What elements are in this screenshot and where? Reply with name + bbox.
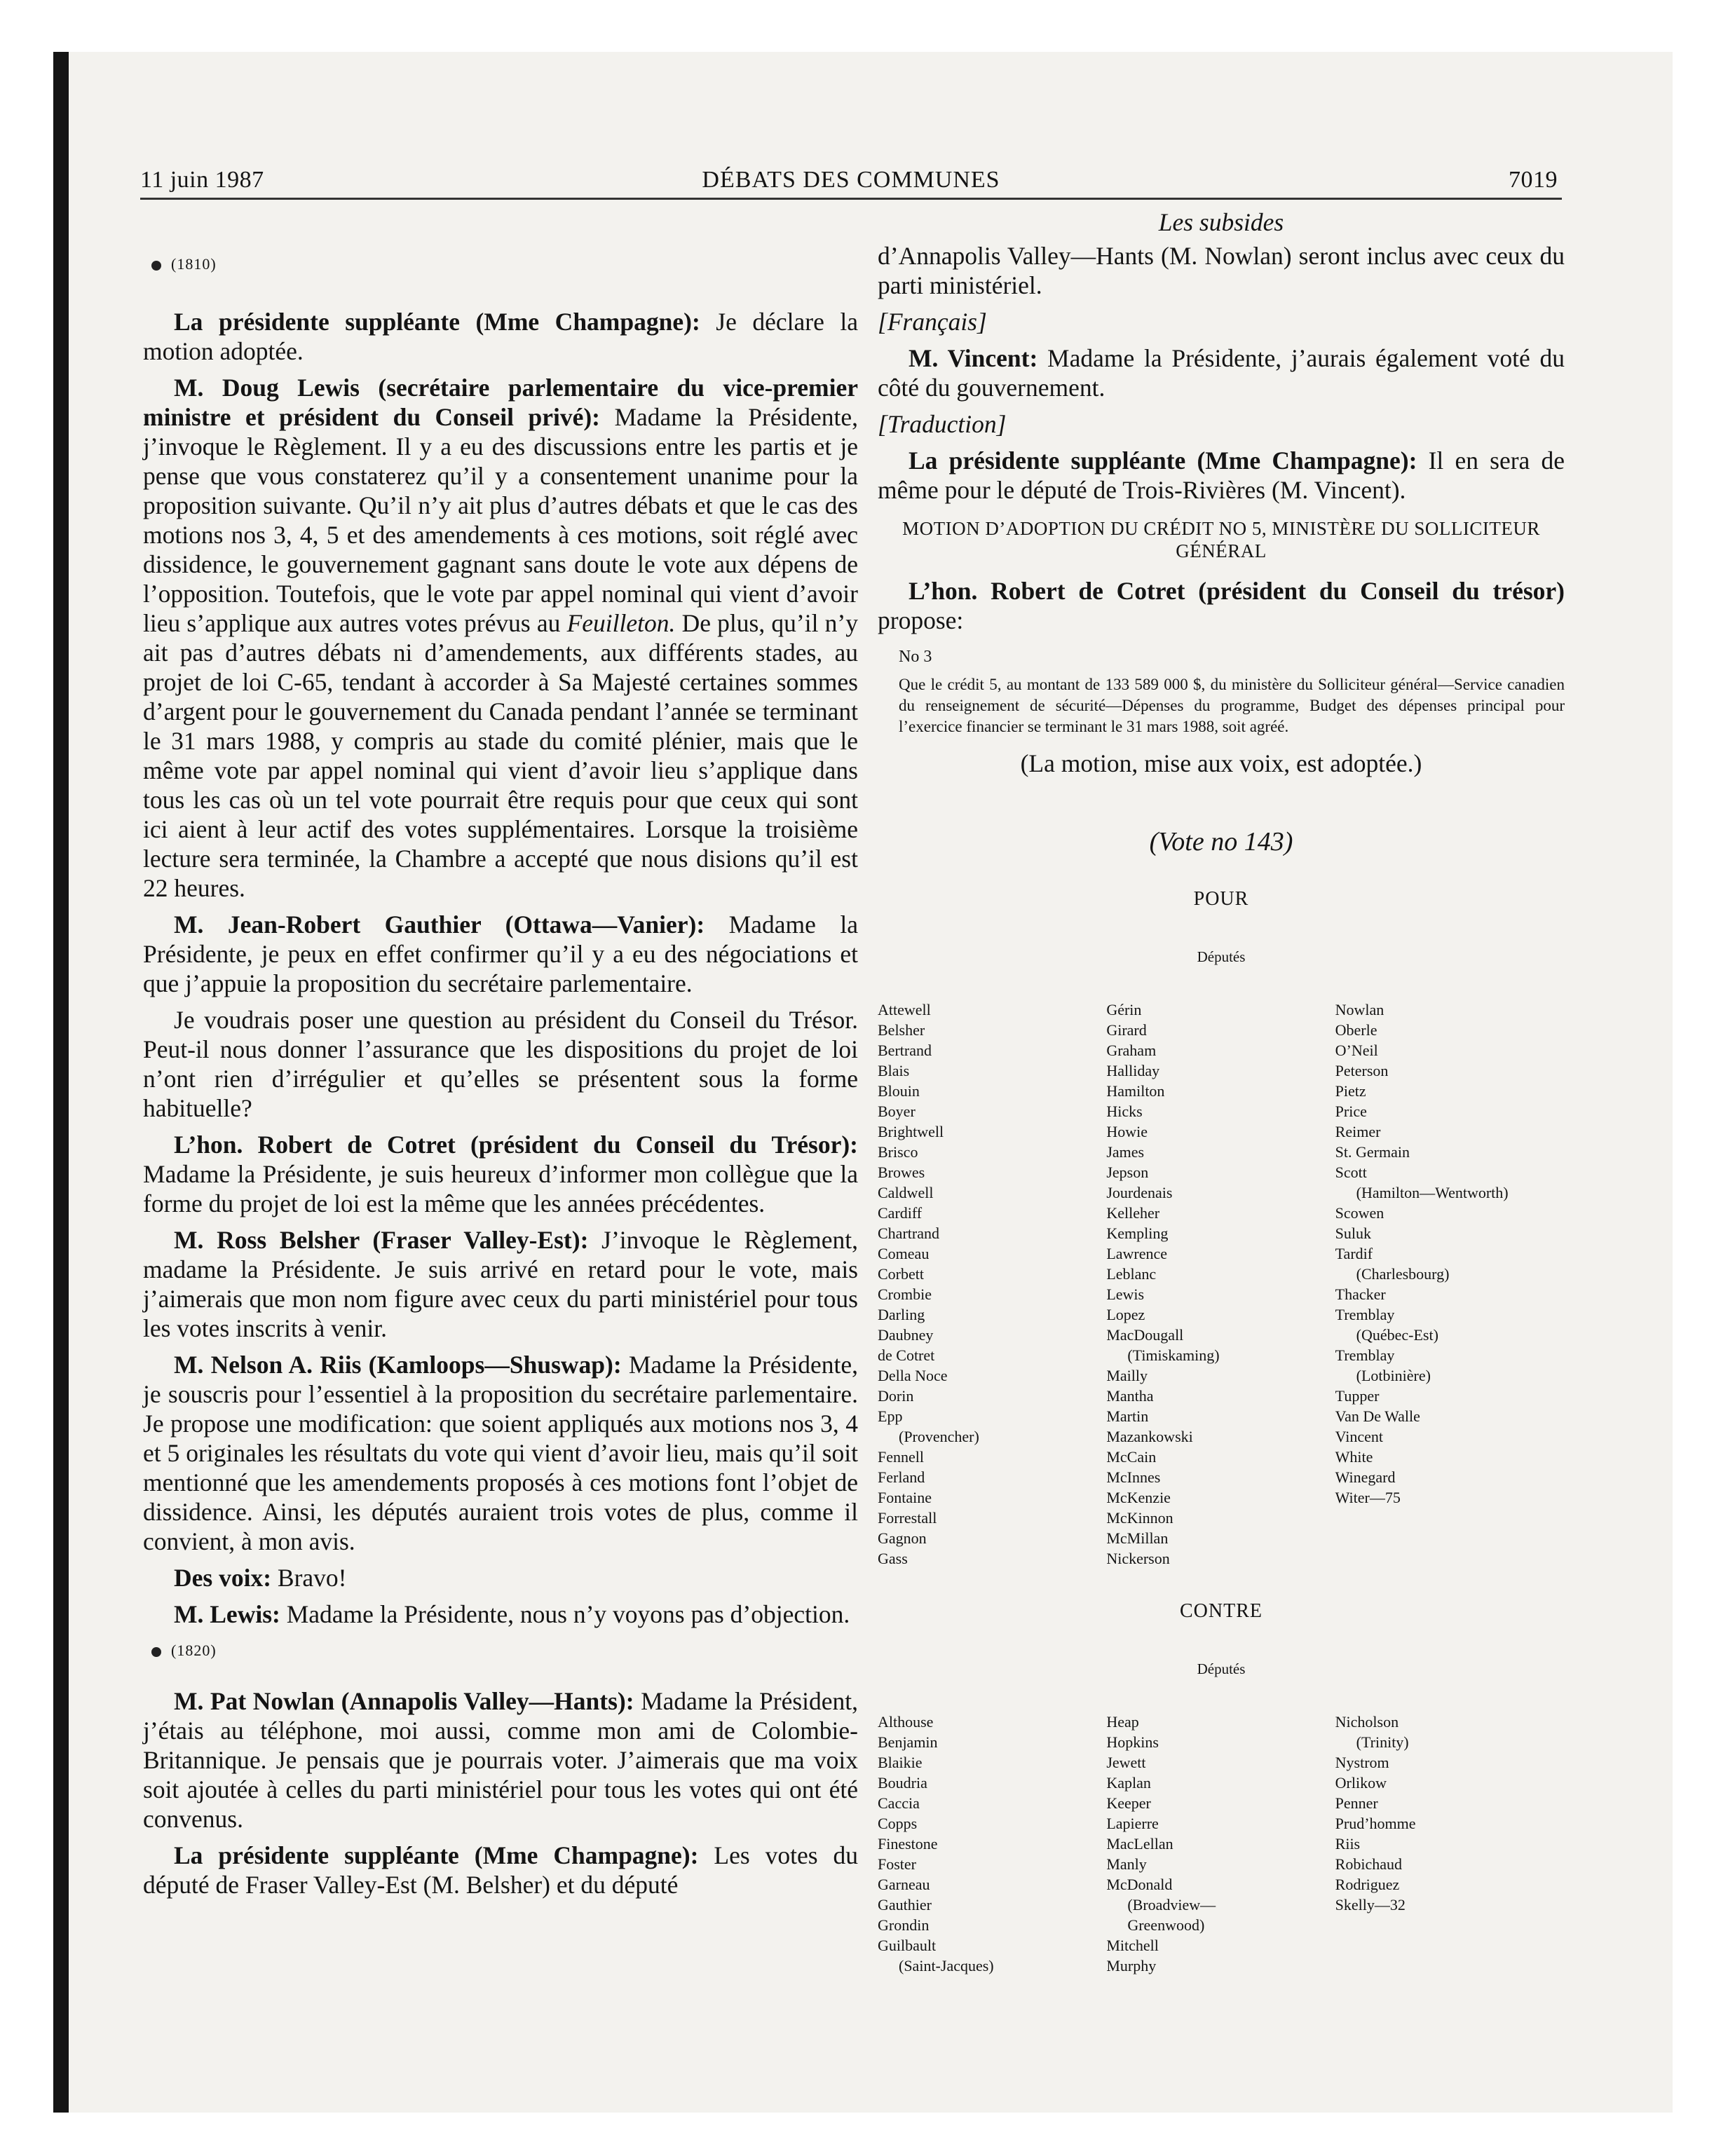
member-name: Kempling (1106, 1224, 1169, 1242)
member-name: Kelleher (1106, 1204, 1160, 1222)
member-name: Fennell (878, 1448, 924, 1466)
member-name: Hopkins (1106, 1733, 1159, 1751)
member-name: Lawrence (1106, 1245, 1168, 1262)
member-name: Bertrand (878, 1042, 932, 1059)
member-name: Jewett (1106, 1754, 1146, 1771)
member-name: Chartrand (878, 1224, 939, 1242)
member-name: Nickerson (1106, 1550, 1170, 1567)
member-name: Murphy (1106, 1957, 1157, 1974)
member-name: Girard (1106, 1021, 1147, 1039)
header-page-number: 7019 (1509, 167, 1558, 193)
member-name: Nystrom (1335, 1754, 1389, 1771)
member-name: Robichaud (1335, 1855, 1402, 1873)
paragraph: M. Pat Nowlan (Annapolis Valley—Hants): Madame la Président, j’étais au téléphone, moi aussi, comme mon ami de Colombie-Britannique. Je pensais que je pourrais voter. J’aimerais que ma voix soit ajoutée à celles du parti ministériel pour tous les votes qui ont été convenus. (143, 1687, 858, 1833)
member-name: (Provencher) (899, 1428, 979, 1445)
time-marker: (1810) (151, 250, 858, 279)
member-name: Vincent (1335, 1428, 1383, 1445)
member-name: James (1106, 1143, 1145, 1161)
member-name: Attewell (878, 1001, 931, 1018)
deputes-subheading: Députés (1197, 1660, 1246, 1677)
page-header (140, 163, 1562, 200)
member-name: Caccia (878, 1794, 920, 1812)
name-column (1106, 1712, 1335, 1976)
member-name: McDonald (1106, 1876, 1173, 1893)
member-name: Mazankowski (1106, 1428, 1193, 1445)
member-name: (Broadview— (1127, 1896, 1216, 1913)
member-name: Howie (1106, 1123, 1148, 1140)
member-name: Benjamin (878, 1733, 938, 1751)
member-name: Price (1335, 1103, 1367, 1120)
paragraph: L’hon. Robert de Cotret (président du Conseil du Trésor): Madame la Présidente, je suis heureux d’informer mon collègue que la forme du projet de loi est la même que les années précédentes. (143, 1131, 858, 1217)
paragraph: M. Doug Lewis (secrétaire parlementaire du vice-premier ministre et président du Conseil privé): Madame la Présidente, j’invoque le Règlement. Il y a eu des discussions entre les partis et je pense que vous constaterez qu’il y a consentement unanime pour la proposition suivante. Qu’il n’y ait plus d’autres débats et que le cas des motions nos 3, 4, 5 et des amendements à ces motions, soit réglé avec dissidence, le gouvernement gagnant sans doute le vote aux dépens de l’opposition. Toutefois, que le vote par appel nominal qui vient d’avoir lieu s’applique aux autres votes prévus au Feuilleton. De plus, qu’il n’y ait pas d’autres débats ni d’amendements, aux différents stades, au projet de loi C-65, tendant à accorder à Sa Majesté certaines sommes d’argent pour le gouvernement du Canada pendant l’année se terminant le 31 mars 1988, y compris au stade du comité plénier, mais que le même vote par appel nominal qui vient d’avoir lieu s’applique dans tous les cas où un tel vote pourrait être requis pour que ceux qui sont ici aient à leur actif des votes supplémentaires. Lorsque la troisième lecture sera terminée, la Chambre a accepté que nous disions qu’il est 22 heures. (143, 374, 858, 902)
language-tag: [Français] (878, 308, 987, 336)
paragraph: Je voudrais poser une question au président du Conseil du Trésor. Peut-il nous donner l’assurance que les dispositions du projet de loi n’ont rien d’irrégulier et qu’elles se présentent sous la forme habituelle? (143, 1006, 858, 1122)
paragraph: La présidente suppléante (Mme Champagne): Il en sera de même pour le député de Trois-Rivières (M. Vincent). (878, 446, 1565, 504)
pour-heading: POUR (1193, 888, 1249, 910)
member-name: (Timiskaming) (1127, 1346, 1220, 1364)
member-name: Lopez (1106, 1306, 1145, 1323)
member-name: McInnes (1106, 1468, 1161, 1486)
member-name: Jourdenais (1106, 1184, 1173, 1201)
member-name: Peterson (1335, 1062, 1389, 1079)
header-title: DÉBATS DES COMMUNES (702, 167, 1000, 193)
name-column (1335, 999, 1564, 1569)
member-name: Ferland (878, 1468, 925, 1486)
pour-list (878, 999, 1565, 1569)
member-name: Comeau (878, 1245, 930, 1262)
motion-text: Que le crédit 5, au montant de 133 589 000 $, du ministère du Solliciteur général—Service canadien du renseignement de sécurité—Dépenses du programme, Budget des dépenses principal pour l’exercice financier se terminant le 31 mars 1988, soit agréé. (899, 676, 1565, 735)
member-name: Suluk (1335, 1224, 1372, 1242)
contre-list (878, 1712, 1565, 1976)
name-column (1335, 1712, 1564, 1976)
member-name: Brisco (878, 1143, 918, 1161)
member-name: Boyer (878, 1103, 916, 1120)
member-name: Fontaine (878, 1489, 932, 1506)
member-name: Blaikie (878, 1754, 923, 1771)
member-name: Dorin (878, 1387, 914, 1405)
member-name: Tremblay (1335, 1346, 1395, 1364)
bullet-icon (151, 1647, 161, 1657)
member-name: Prud’homme (1335, 1815, 1416, 1832)
member-name: Gass (878, 1550, 908, 1567)
member-name: Gérin (1106, 1001, 1142, 1018)
member-name: Pietz (1335, 1082, 1366, 1100)
member-name: Orlikow (1335, 1774, 1387, 1792)
member-name: Blais (878, 1062, 910, 1079)
member-name: Epp (878, 1407, 903, 1425)
member-name: Jepson (1106, 1164, 1149, 1181)
member-name: Tremblay (1335, 1306, 1395, 1323)
member-name: (Lotbinière) (1356, 1367, 1431, 1384)
member-name: Lewis (1106, 1285, 1145, 1303)
member-name: Mantha (1106, 1387, 1154, 1405)
name-column (878, 999, 1106, 1569)
name-column (878, 1712, 1106, 1976)
contre-heading: CONTRE (1180, 1600, 1263, 1622)
member-name: MacLellan (1106, 1835, 1173, 1853)
member-name: Mitchell (1106, 1937, 1159, 1954)
member-name: Browes (878, 1164, 925, 1181)
member-name: (Hamilton—Wentworth) (1356, 1184, 1509, 1201)
member-name: Manly (1106, 1855, 1147, 1873)
member-name: Caldwell (878, 1184, 934, 1201)
bullet-icon (151, 261, 161, 271)
member-name: Boudria (878, 1774, 927, 1792)
member-name: McMillan (1106, 1529, 1169, 1547)
vote-title: (Vote no 143) (1149, 827, 1293, 857)
deputes-subheading: Députés (1197, 948, 1246, 965)
motion-number: No 3 (899, 648, 932, 666)
member-name: Martin (1106, 1407, 1149, 1425)
member-name: O’Neil (1335, 1042, 1378, 1059)
member-name: Finestone (878, 1835, 938, 1853)
paragraph: M. Nelson A. Riis (Kamloops—Shuswap): Madame la Présidente, je souscris pour l’essentiel à la proposition du secrétaire parlementaire. Je propose une modification: que soient appliqués aux motions nos 3, 4 et 5 originales les résultats du vote qui vient d’avoir lieu, mais qu’il soit mentionné que les amendements proposés à ces motions font l’objet de dissidence. Ainsi, les députés auraient trois votes de plus, comme il convient, à mon avis. (143, 1351, 858, 1555)
member-name: Halliday (1106, 1062, 1160, 1079)
paragraph: M. Jean-Robert Gauthier (Ottawa—Vanier): Madame la Présidente, je peux en effet confirmer qu’il y a eu des négociations et que j’appuie la proposition du secrétaire parlementaire. (143, 910, 858, 997)
member-name: Blouin (878, 1082, 920, 1100)
member-name: Winegard (1335, 1468, 1396, 1486)
paragraph: La présidente suppléante (Mme Champagne): Les votes du député de Fraser Valley-Est (M. Belsher) et du député (143, 1841, 858, 1899)
member-name: Daubney (878, 1326, 934, 1344)
member-name: Mailly (1106, 1367, 1148, 1384)
paragraph: M. Lewis: Madame la Présidente, nous n’y voyons pas d’objection. (174, 1600, 850, 1628)
left-column (143, 210, 858, 1906)
member-name: Van De Walle (1335, 1407, 1420, 1425)
member-name: Nowlan (1335, 1001, 1384, 1018)
name-column (1106, 999, 1335, 1569)
member-name: St. Germain (1335, 1143, 1410, 1161)
member-name: Witer—75 (1335, 1489, 1401, 1506)
member-name: Grondin (878, 1916, 930, 1934)
member-name: Greenwood) (1127, 1916, 1205, 1934)
member-name: Althouse (878, 1713, 934, 1731)
time-marker: (1820) (151, 1636, 858, 1665)
member-name: Scott (1335, 1164, 1367, 1181)
member-name: Scowen (1335, 1204, 1384, 1222)
member-name: Corbett (878, 1265, 924, 1283)
paragraph: La présidente suppléante (Mme Champagne): Je déclare la motion adoptée. (143, 308, 859, 365)
member-name: Belsher (878, 1021, 925, 1039)
member-name: Crombie (878, 1285, 932, 1303)
member-name: Lapierre (1106, 1815, 1159, 1832)
member-name: Tupper (1335, 1387, 1380, 1405)
member-name: McKenzie (1106, 1489, 1171, 1506)
paragraph: d’Annapolis Valley—Hants (M. Nowlan) seront inclus avec ceux du parti ministériel. (878, 242, 1565, 299)
member-name: Heap (1106, 1713, 1139, 1731)
member-name: Guilbault (878, 1937, 937, 1954)
header-date: 11 juin 1987 (140, 167, 264, 193)
member-name: Kaplan (1106, 1774, 1151, 1792)
member-name: Darling (878, 1306, 925, 1323)
member-name: Forrestall (878, 1509, 937, 1527)
scan-edge (53, 52, 69, 2113)
member-name: Skelly—32 (1335, 1896, 1406, 1913)
member-name: Tardif (1335, 1245, 1373, 1262)
member-name: Hamilton (1106, 1082, 1165, 1100)
member-name: Copps (878, 1815, 918, 1832)
paragraph: Des voix: Bravo! (174, 1564, 347, 1592)
paragraph: M. Ross Belsher (Fraser Valley-Est): J’invoque le Règlement, madame la Présidente. Je suis arrivé en retard pour le vote, mais j’aimerais que mon nom figure avec ceux du parti ministériel pour tous les votes inscrits à venir. (143, 1226, 858, 1342)
member-name: (Québec-Est) (1356, 1326, 1438, 1344)
member-name: White (1335, 1448, 1373, 1466)
member-name: Riis (1335, 1835, 1361, 1853)
member-name: McKinnon (1106, 1509, 1173, 1527)
adoption-note: (La motion, mise aux voix, est adoptée.) (1020, 749, 1422, 777)
member-name: Garneau (878, 1876, 930, 1893)
member-name: (Trinity) (1356, 1733, 1409, 1751)
member-name: Reimer (1335, 1123, 1381, 1140)
member-name: Thacker (1335, 1285, 1386, 1303)
member-name: de Cotret (878, 1346, 935, 1364)
member-name: McCain (1106, 1448, 1157, 1466)
member-name: Rodriguez (1335, 1876, 1400, 1893)
member-name: Hicks (1106, 1103, 1143, 1120)
member-name: MacDougall (1106, 1326, 1184, 1344)
paragraph: M. Vincent: Madame la Présidente, j’aurais également voté du côté du gouvernement. (878, 344, 1565, 402)
running-head: Les subsides (1158, 208, 1284, 236)
member-name: Nicholson (1335, 1713, 1399, 1731)
member-name: Penner (1335, 1794, 1378, 1812)
right-column (878, 210, 1565, 2004)
motion-heading: MOTION D’ADOPTION DU CRÉDIT NO 5, MINISTÈRE DU SOLLICITEUR GÉNÉRAL (902, 518, 1540, 561)
member-name: Oberle (1335, 1021, 1377, 1039)
member-name: Della Noce (878, 1367, 948, 1384)
member-name: Graham (1106, 1042, 1157, 1059)
member-name: (Charlesbourg) (1356, 1265, 1450, 1283)
member-name: Brightwell (878, 1123, 944, 1140)
member-name: Keeper (1106, 1794, 1151, 1812)
member-name: (Saint-Jacques) (899, 1957, 994, 1974)
paragraph: L’hon. Robert de Cotret (président du Conseil du trésor) propose: (878, 577, 1565, 634)
member-name: Cardiff (878, 1204, 923, 1222)
language-tag: [Traduction] (878, 410, 1007, 438)
member-name: Gauthier (878, 1896, 932, 1913)
member-name: Gagnon (878, 1529, 927, 1547)
member-name: Foster (878, 1855, 916, 1873)
member-name: Leblanc (1106, 1265, 1157, 1283)
